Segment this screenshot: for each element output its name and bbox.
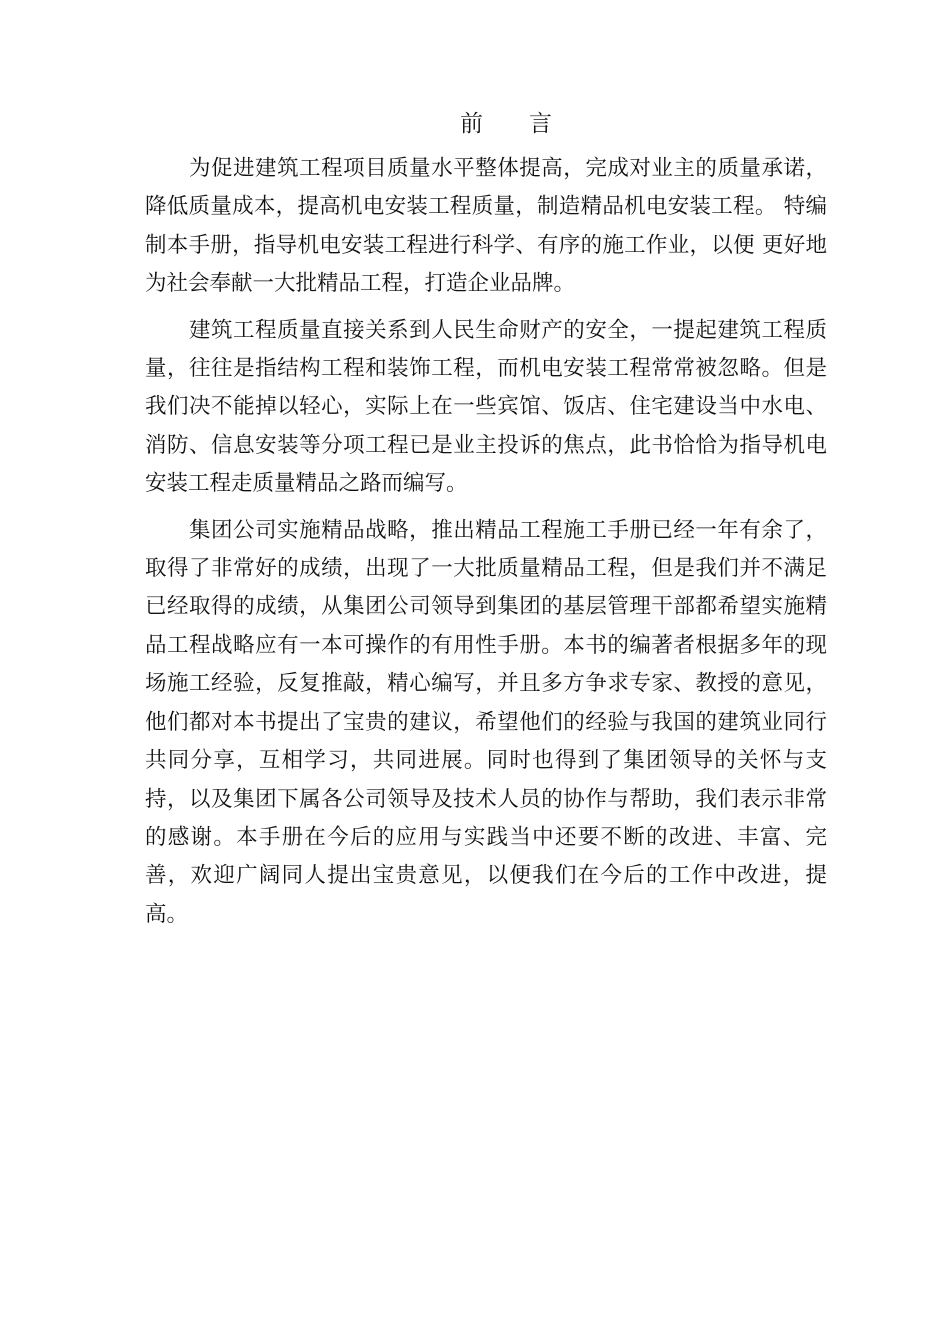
document-body: [145, 150, 827, 942]
paragraph-1: 为促进建筑工程项目质量水平整体提高，完成对业主的质量承诺，降低质量成本，提高机电安装工程质量，制造精品机电安装工程。 特编制本手册，指导机电安装工程进行科学、有序的施工作业，以便 更好地为社会奉献一大批精品工程，打造企业品牌。: [145, 156, 827, 297]
paragraph-3: 集团公司实施精品战略，推出精品工程施工手册已经一年有余了，取得了非常好的成绩，出现了一大批质量精品工程，但是我们并不满足已经取得的成绩，从集团公司领导到集团的基层管理干部都希望实施精品工程战略应有一本可操作的有用性手册。本书的编著者根据多年的现场施工经验，反复推敲，精心编写，并且多方争求专家、教授的意见，他们都对本书提出了宝贵的建议，希望他们的经验与我国的建筑业同行共同分享，互相学习，共同进展。同时也得到了集团领导的关怀与支持，以及集团下属各公司领导及技术人员的协作与帮助，我们表示非常的感谢。本手册在今后的应用与实践当中还要不断的改进、丰富、完善，欢迎广阔同人提出宝贵意见，以便我们在今后的工作中改进，提高。: [145, 517, 827, 927]
paragraph-2: 建筑工程质量直接关系到人民生命财产的安全，一提起建筑工程质量，往往是指结构工程和装饰工程，而机电安装工程常常被忽略。但是我们决不能掉以轻心，实际上在一些宾馆、饭店、住宅建设当中水电、消防、信息安装等分项工程已是业主投诉的焦点，此书恰恰为指导机电安装工程走质量精品之路而编写。: [145, 317, 827, 497]
page-title: 前言: [460, 111, 598, 137]
